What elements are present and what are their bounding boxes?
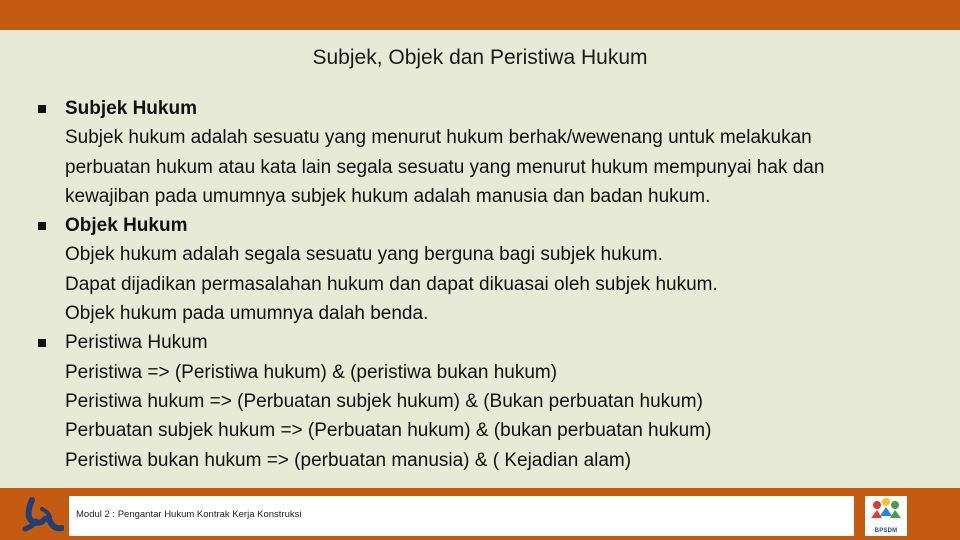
bullet-list: [38, 94, 953, 475]
section-line: Peristiwa => (Peristiwa hukum) & (peristiwa bukan hukum): [65, 361, 558, 383]
bpsdm-emblem-icon: [865, 496, 907, 526]
section-heading: Objek Hukum: [65, 215, 188, 237]
section-line: Peristiwa hukum => (Perbuatan subjek hukum) & (Bukan perbuatan hukum): [65, 390, 703, 412]
section-line: kewajiban pada umumnya subjek hukum adalah manusia dan badan hukum.: [65, 185, 711, 207]
module-label: Modul 2 : Pengantar Hukum Kontrak Kerja Konstruksi: [76, 509, 302, 520]
square-bullet-icon: [38, 105, 46, 113]
bpsdm-logo-label: BPSDM: [874, 528, 898, 534]
section-line: Dapat dijadikan permasalahan hukum dan dapat dikuasai oleh subjek hukum.: [65, 273, 718, 295]
section-heading: Peristiwa Hukum: [65, 332, 208, 354]
footer: [0, 488, 960, 540]
section-heading: Subjek Hukum: [65, 98, 197, 119]
top-band: [0, 0, 960, 30]
square-bullet-icon: [38, 339, 46, 347]
list-item-peristiwa: [38, 328, 953, 474]
square-bullet-icon: [38, 222, 46, 230]
bpsdm-logo-icon: [865, 496, 907, 536]
slide-content: [0, 30, 960, 488]
section-line: Perbuatan subjek hukum => (Perbuatan hukum) & (bukan perbuatan hukum): [65, 420, 712, 442]
list-item-subjek: [38, 94, 953, 211]
footer-module-box: [69, 496, 854, 536]
pu-logo-icon: [22, 497, 64, 533]
list-item-objek: [38, 211, 953, 328]
section-line: perbuatan hukum atau kata lain segala sesuatu yang menurut hukum mempunyai hak dan: [65, 156, 825, 178]
section-line: Objek hukum pada umumnya dalah benda.: [65, 303, 429, 325]
section-line: Objek hukum adalah segala sesuatu yang berguna bagi subjek hukum.: [65, 244, 663, 266]
section-line: Peristiwa bukan hukum => (perbuatan manusia) & ( Kejadian alam): [65, 449, 632, 471]
slide-title: Subjek, Objek dan Peristiwa Hukum: [312, 46, 648, 69]
section-line: Subjek hukum adalah sesuatu yang menurut hukum berhak/wewenang untuk melakukan: [65, 127, 812, 149]
